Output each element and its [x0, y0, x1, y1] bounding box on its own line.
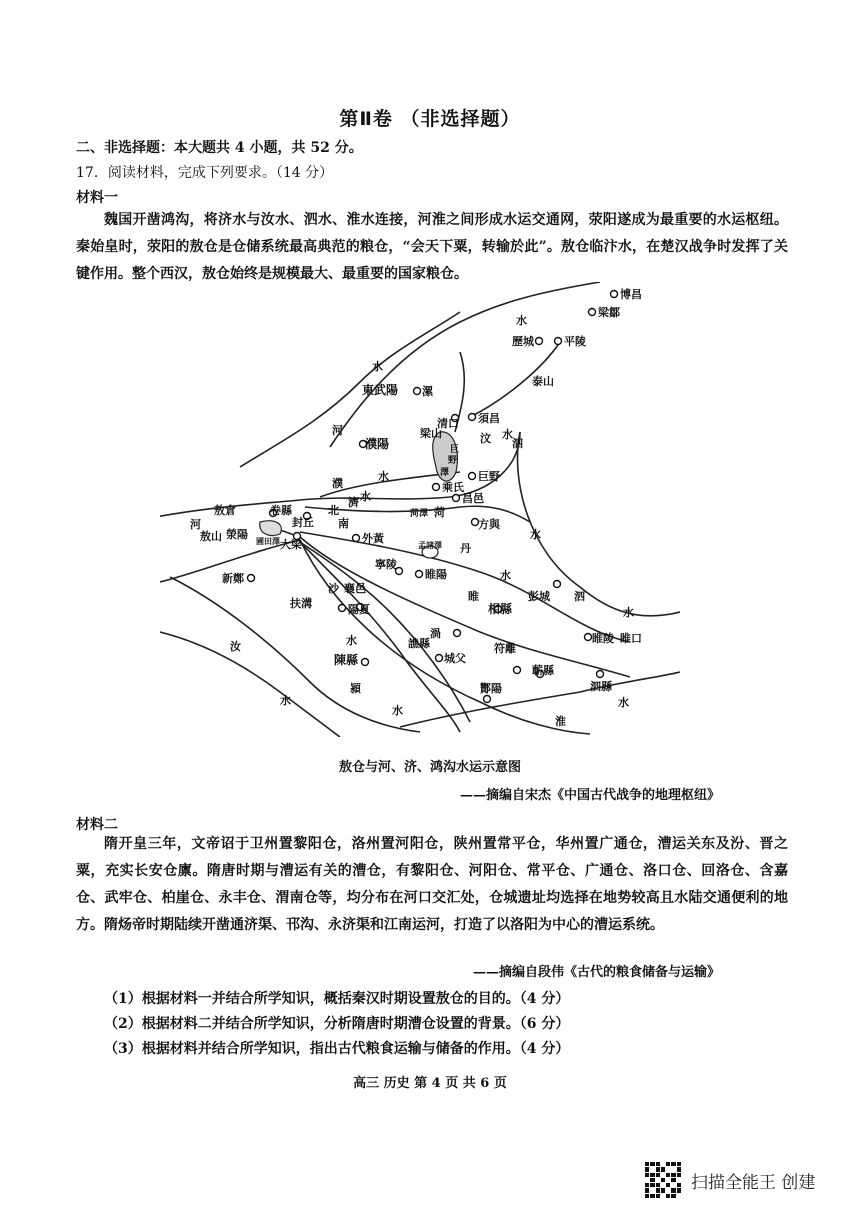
- map-label: 泗: [574, 590, 585, 603]
- section-heading: 二、非选择题：本大题共 4 小题，共 52 分。: [76, 140, 363, 156]
- map-label: 水: [500, 569, 511, 582]
- map-label: 泗: [512, 437, 523, 450]
- map-label: 滎陽: [226, 528, 248, 541]
- map-label: 譙縣: [408, 637, 430, 650]
- map-label: 寧陵: [375, 558, 397, 571]
- map-label: 水: [280, 694, 291, 707]
- map-label: 彭城: [528, 590, 550, 603]
- map-label: 濮: [332, 477, 343, 490]
- question-1: （1）根据材料一并结合所学知识，概括秦汉时期设置敖仓的目的。（4 分）: [104, 991, 570, 1007]
- material1-text: 魏国开凿鸿沟，将济水与汝水、泗水、淮水连接，河淮之间形成水运交通网，荥阳遂成为最重要的水运枢纽。秦始皇时，荥阳的敖仓是仓储系统最高典范的粮仓，“会天下粟，转输於此”。敖仓临汴水，在楚汉战争时发挥了关键作用。整个西汉，敖仓始终是规模最大、最重要的国家粮仓。: [76, 212, 788, 282]
- map-label: 水: [346, 634, 357, 647]
- question-2: （2）根据材料二并结合所学知识，分析隋唐时期漕仓设置的背景。（6 分）: [104, 1016, 570, 1032]
- map-label: 濮陽: [365, 437, 390, 451]
- map-label: 睢陽: [425, 568, 447, 581]
- map-label: 外黃: [362, 532, 384, 545]
- map-label: 菏: [434, 506, 445, 519]
- map-label: 水: [372, 360, 383, 373]
- map-label: 方與: [478, 518, 500, 531]
- material2-source: ——摘编自段伟《古代的粮食储备与运输》: [472, 965, 720, 980]
- map-label: 巨野: [478, 470, 500, 483]
- map-label: 澤: [440, 468, 450, 478]
- map-label: 北: [328, 504, 339, 517]
- map-label: 乘氏: [442, 481, 464, 494]
- map-label: 渦: [430, 627, 441, 640]
- map-label: 潁: [350, 682, 361, 695]
- map-label: 水: [516, 314, 527, 327]
- page-footer: 高三 历史 第 4 页 共 6 页: [353, 1076, 507, 1091]
- map-label: 城父: [444, 652, 466, 665]
- waterway-map: [160, 282, 680, 737]
- map-label: 菏澤: [410, 509, 429, 519]
- map-label: 敖倉: [214, 504, 236, 517]
- map-label: 襄邑: [344, 582, 366, 595]
- map-label: 河: [332, 424, 343, 437]
- map-label: 濟: [348, 496, 359, 509]
- map-label: 水: [360, 490, 371, 503]
- map-label: 扶溝: [290, 597, 312, 610]
- section-title: 第Ⅱ卷 （非选择题）: [339, 108, 521, 130]
- map-label: 昌邑: [462, 492, 484, 505]
- map-label: 平陵: [564, 335, 586, 348]
- watermark-text: 扫描全能王 创建: [691, 1172, 816, 1193]
- map-label: 梁鄒: [598, 306, 620, 319]
- map-label: 水: [530, 528, 541, 541]
- map-label: 卷縣: [270, 504, 292, 517]
- material2-text: 隋开皇三年，文帝诏于卫州置黎阳仓，洛州置河阳仓，陕州置常平仓，华州置广通仓，漕运关东及汾、晋之粟，充实长安仓廪。隋唐时期与漕运有关的漕仓，有黎阳仓、河阳仓、常平仓、广通仓、洛口仓、回洛仓、含嘉仓、武牢仓、柏崖仓、永丰仓、渭南仓等，均分布在河口交汇处，仓城遗址均选择在地势较高且水陆交通便利的地方。隋炀帝时期陆续开凿通济渠、邗沟、永济渠和江南运河，打造了以洛阳为中心的漕运系统。: [76, 836, 788, 933]
- map-label: 符離: [494, 642, 516, 655]
- map-label: 南: [338, 517, 349, 530]
- map-label: 陽夏: [348, 603, 370, 616]
- map-label: 孟諸澤: [418, 541, 442, 550]
- map-label: 水: [378, 470, 389, 483]
- map-label: 圃田澤: [256, 537, 280, 546]
- map-label: 水: [502, 428, 513, 441]
- map-label: 陳縣: [334, 653, 359, 667]
- map-label: 沙: [328, 582, 339, 595]
- map-label: 河: [190, 518, 201, 531]
- scanner-watermark: [645, 1162, 815, 1198]
- question-3: （3）根据材料并结合所学知识，指出古代粮食运输与储备的作用。（4 分）: [104, 1041, 570, 1057]
- map-label: 蘄縣: [532, 664, 554, 677]
- map-label: 淮: [555, 715, 566, 728]
- map-label: 泰山: [532, 375, 554, 388]
- map-label: 敖山: [200, 530, 222, 543]
- map-label: 睢: [468, 590, 479, 603]
- map-label: 漯: [422, 385, 433, 398]
- map-label: 梁山: [420, 427, 442, 440]
- map-label: 清口: [437, 417, 459, 430]
- map-label: 泗縣: [590, 680, 612, 693]
- qr-code-icon: [645, 1162, 681, 1198]
- map-label: 大梁: [280, 538, 302, 551]
- map-label: 新鄭: [222, 572, 244, 585]
- material2-label: 材料二: [76, 817, 118, 833]
- map-caption: 敖仓与河、济、鸿沟水运示意图: [338, 760, 521, 775]
- map-label: 汝: [230, 640, 241, 653]
- map-label: 水: [392, 704, 403, 717]
- map-label: 博昌: [620, 288, 642, 301]
- map-label: 丹: [460, 542, 471, 555]
- map-label: 酇陽: [480, 682, 502, 695]
- map-label: 相縣: [488, 602, 513, 616]
- map-label: 須昌: [478, 412, 500, 425]
- map-label: 水: [623, 606, 634, 619]
- map-label: 歷城: [512, 335, 534, 348]
- material1-label: 材料一: [76, 190, 118, 206]
- map-label: 東武陽: [362, 383, 399, 397]
- map-label: 睢口: [620, 632, 642, 645]
- map-label: 汶: [480, 432, 491, 445]
- map-source: ——摘编自宋杰《中国古代战争的地理枢纽》: [459, 788, 720, 803]
- map-label: 睢陵: [592, 632, 614, 645]
- map-label: 水: [618, 696, 629, 709]
- question-heading: 17．阅读材料，完成下列要求。（14 分）: [76, 165, 334, 181]
- map-label: 封丘: [292, 516, 314, 529]
- map-label: 野: [448, 456, 458, 466]
- map-label: 巨: [450, 445, 460, 455]
